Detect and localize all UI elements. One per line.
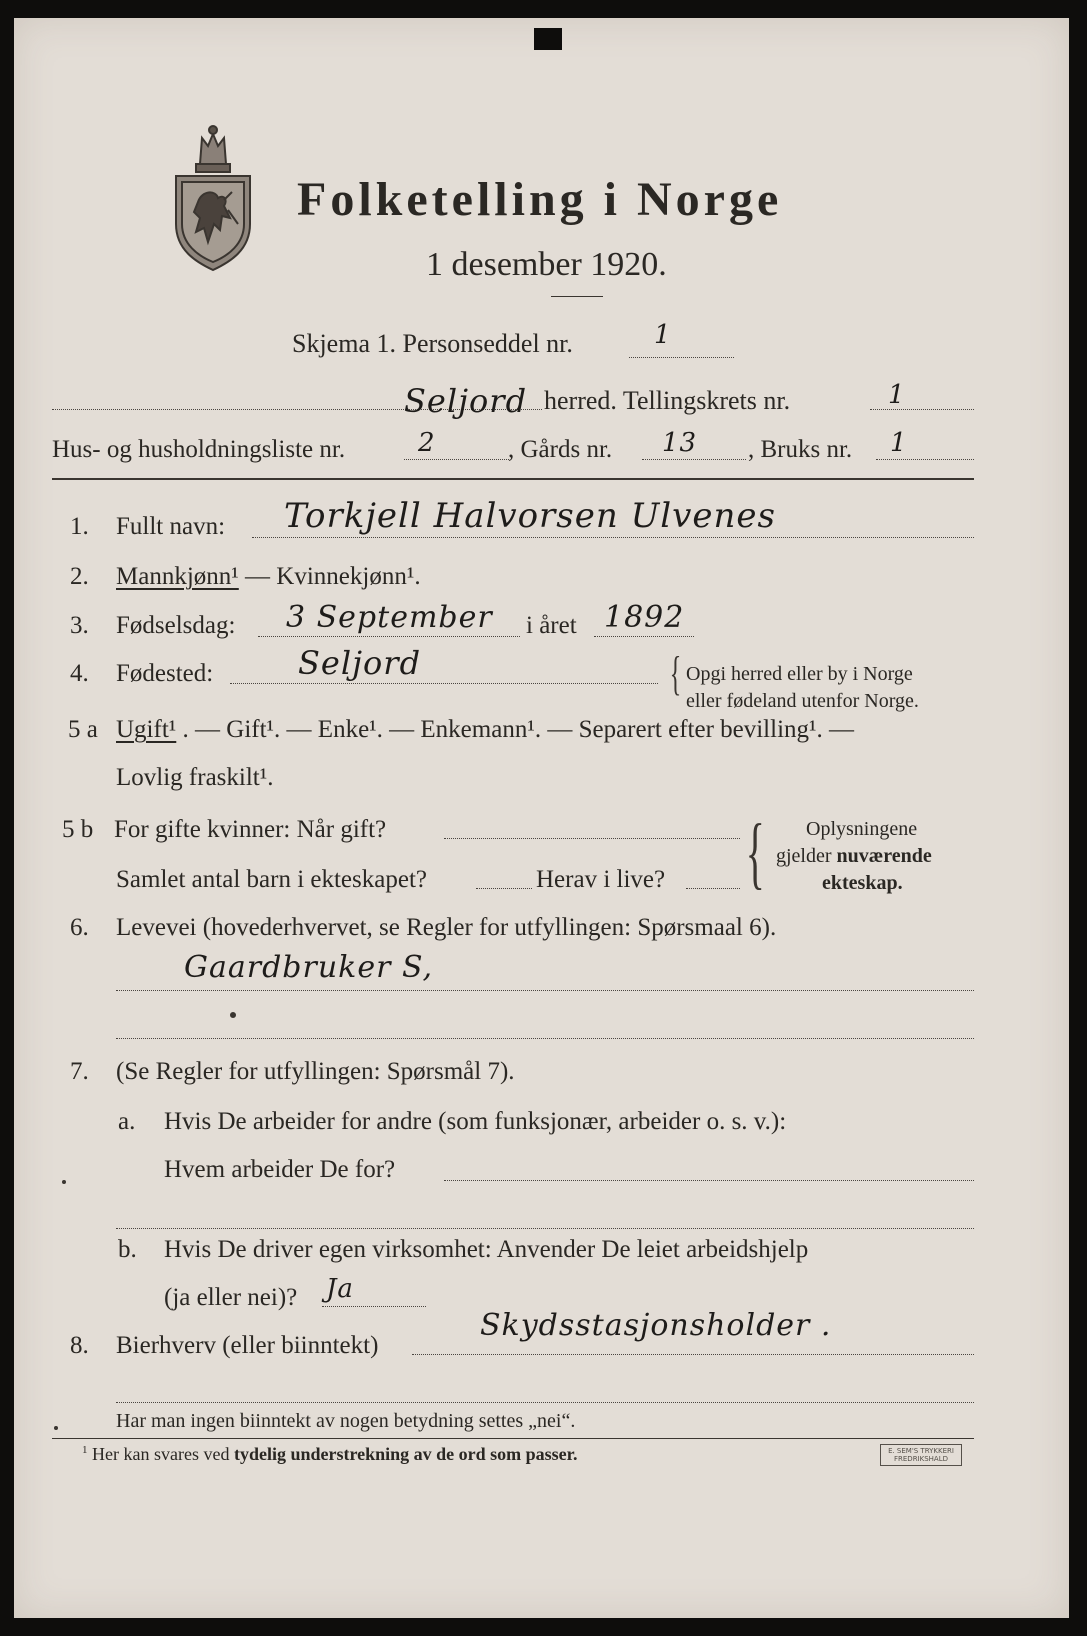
q3-label: Fødselsdag: [116,612,236,639]
census-date: 1 desember 1920. [426,246,667,283]
gards-label: , Gårds nr. [508,436,613,463]
bruks-number: 1 [890,428,908,458]
herred-value: Seljord [404,382,528,420]
q7a-who-label: Hvem arbeider De for? [164,1156,396,1183]
income-note: Har man ingen biinntekt av nogen betydning settes „nei“. [116,1410,576,1432]
option-mannkjonn: Mannkjønn¹ [116,563,239,590]
printer-stamp: E. SEM'S TRYKKERI FREDRIKSHALD [880,1444,962,1466]
q2-number: 2. [70,563,89,590]
q4-label: Fødested: [116,660,214,687]
birth-year-value: 1892 [604,600,685,635]
household-list-label: Hus- og husholdningsliste nr. [52,436,346,463]
bruks-label: , Bruks nr. [748,436,853,463]
page-tab [534,28,562,50]
occupation-value: Gaardbruker S, [184,950,433,985]
q5b-note-2: gjelder nuværende [776,845,932,867]
header-divider [52,478,974,480]
q7b-letter: b. [118,1236,137,1263]
coat-of-arms-icon [172,120,254,272]
q5b-question-1: For gifte kvinner: Når gift? [114,816,387,843]
q7b-yes-no-label: (ja eller nei)? [164,1284,298,1311]
year-label: i året [526,612,577,639]
gards-number: 13 [662,428,698,458]
q5b-question-3: Herav i live? [536,866,666,893]
form-title: Folketelling i Norge [297,173,783,226]
option-ugift: Ugift¹ [116,716,177,743]
q7b-answer: Ja [326,1274,354,1304]
q4-note-2: eller fødeland utenfor Norge. [686,690,919,712]
q7-label: (Se Regler for utfyllingen: Spørsmål 7). [116,1058,515,1085]
q5b-question-2: Samlet antal barn i ekteskapet? [116,866,427,893]
q3-number: 3. [70,612,89,639]
household-list-number: 2 [418,428,436,458]
brace-icon: { [669,647,682,700]
option-kvinnekjonn: Kvinnekjønn¹. [276,563,421,590]
title-divider [551,296,603,297]
q4-number: 4. [70,660,89,687]
q5b-note-3: ekteskap. [822,872,903,894]
birthday-value: 3 September [286,600,493,635]
schema-label: Skjema 1. Personseddel nr. [292,329,573,358]
q7b-question: Hvis De driver egen virksomhet: Anvender De leiet arbeidshjelp [164,1236,809,1263]
q8-number: 8. [70,1332,89,1359]
q1-label: Fullt navn: [116,513,226,540]
option-lovlig-fraskilt: Lovlig fraskilt¹. [116,764,274,791]
q5b-number: 5 b [62,816,94,843]
q8-label: Bierhverv (eller biinntekt) [116,1332,379,1359]
side-occupation-value: Skydsstasjonsholder . [480,1308,832,1343]
q6-number: 6. [70,914,89,941]
herred-label: herred. Tellingskrets nr. [544,386,791,415]
q1-number: 1. [70,513,89,540]
full-name-value: Torkjell Halvorsen Ulvenes [284,496,776,536]
q7a-letter: a. [118,1108,136,1135]
footer-divider [52,1438,974,1439]
birthplace-value: Seljord [298,644,422,682]
q5a-number: 5 a [68,716,98,743]
q7-number: 7. [70,1058,89,1085]
q5b-note-1: Oplysningene [806,818,918,840]
q7a-question: Hvis De arbeider for andre (som funksjonær, arbeider o. s. v.): [164,1108,787,1135]
q6-label: Levevei (hovederhvervet, se Regler for utfyllingen: Spørsmaal 6). [116,914,777,941]
q2-options: Mannkjønn¹ — Kvinnekjønn¹. [116,563,421,590]
footnote: $^1$ Her kan svares ved tydelig understrekning av de ord som passer. [82,1444,578,1464]
brace-icon: { [745,809,765,897]
census-form [14,18,1069,1618]
personseddel-number: 1 [654,320,672,350]
q4-note-1: Opgi herred eller by i Norge [686,663,913,685]
tellingskrets-number: 1 [888,380,906,410]
q5a-options: Ugift¹ . — Gift¹. — Enke¹. — Enkemann¹. — Separert efter bevilling¹. — [116,716,855,743]
